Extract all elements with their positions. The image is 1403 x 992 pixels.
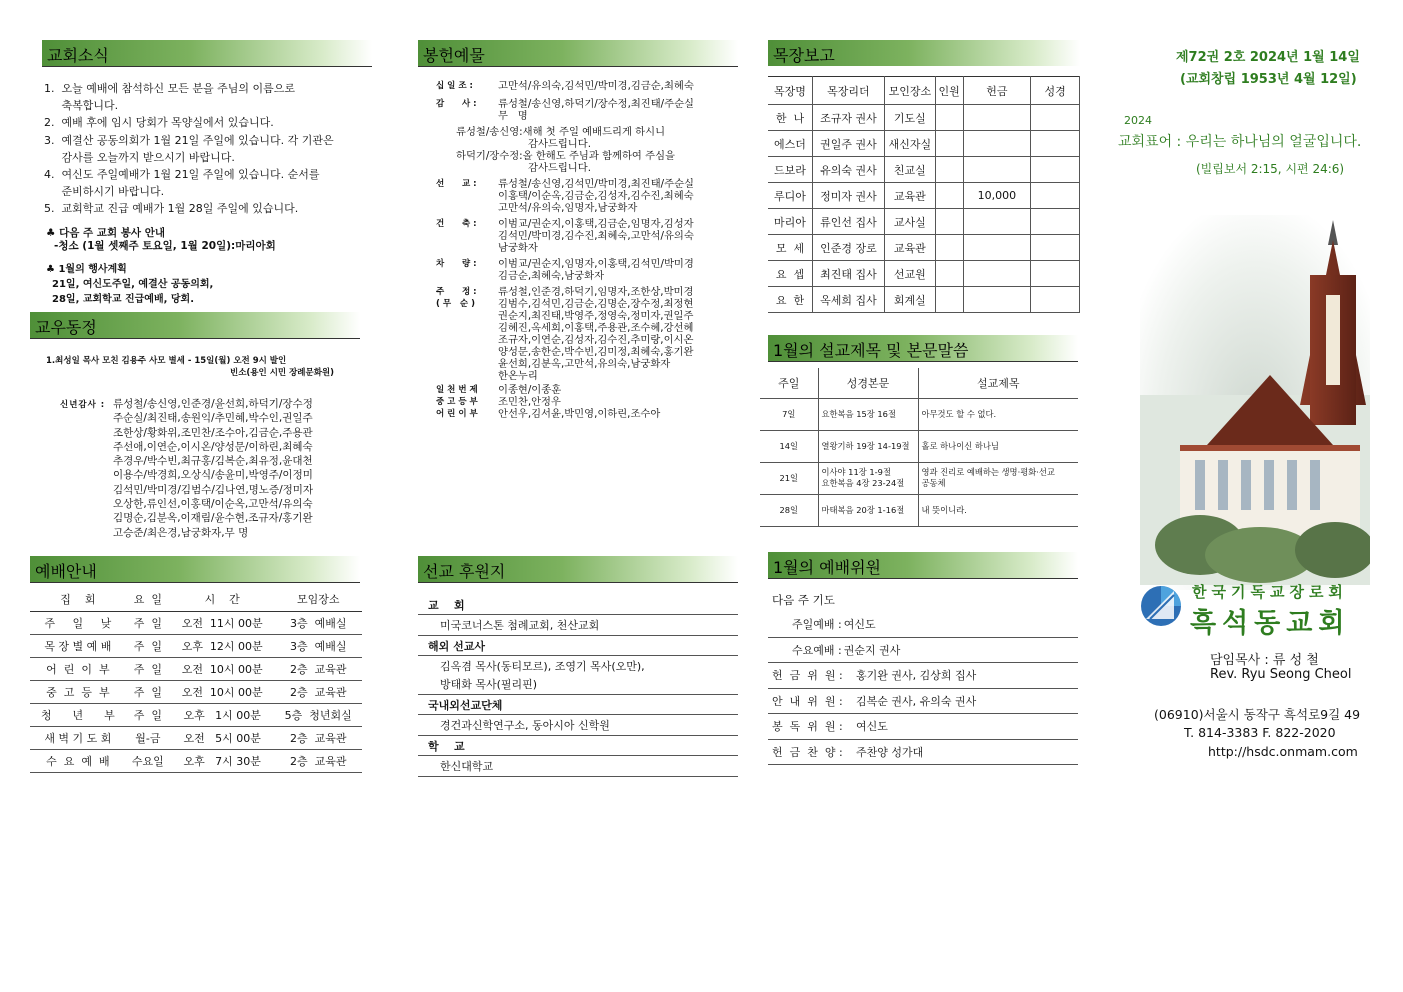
table-cell: 새신자실 bbox=[884, 131, 935, 157]
table-cell bbox=[1031, 157, 1080, 183]
motto: 교회표어 : 우리는 하나님의 얼굴입니다. bbox=[1118, 134, 1362, 150]
denomination-name: 한국기독교장로회 bbox=[1192, 583, 1348, 601]
thanks-name-line: 추경우/박수빈,최규홍/김복순,최유정,윤대천 bbox=[113, 455, 313, 468]
pastor-english: Rev. Ryu Seong Cheol bbox=[1210, 667, 1352, 682]
mission-group-head: 학 교 bbox=[418, 739, 738, 756]
table-cell: 오전 5시 00분 bbox=[170, 726, 275, 749]
committee-role: 안 내 위 원 : bbox=[772, 694, 843, 708]
funeral-notice: 1.최성일 목사 모친 김용주 사모 별세 - 15일(월) 오전 9시 발인 빈소(용인 시민 장례문화원) bbox=[46, 356, 335, 378]
church-building-image bbox=[1140, 215, 1370, 590]
cell-line: 공동체 bbox=[921, 478, 946, 488]
table-cell bbox=[963, 131, 1031, 157]
column-header: 성경본문 bbox=[818, 368, 918, 398]
news-item: 축복합니다. bbox=[44, 99, 119, 113]
church-name: 흑석동교회 bbox=[1190, 608, 1351, 639]
committee-row bbox=[768, 663, 1078, 689]
mission-group-head: 해외 선교사 bbox=[418, 639, 738, 656]
offering-entry bbox=[436, 408, 736, 420]
table-row bbox=[760, 494, 1078, 526]
offering-entry bbox=[436, 396, 736, 408]
table-cell: 3층 예배실 bbox=[274, 611, 362, 634]
offering-line: 류성철,인준경,하덕기,임명자,조한상,박미경 bbox=[498, 286, 694, 298]
table-cell: 에스더 bbox=[768, 131, 812, 157]
table-cell: 교육관 bbox=[884, 183, 935, 209]
table-cell: 요 셉 bbox=[768, 261, 812, 287]
cell-line: 내 뜻이니라. bbox=[921, 504, 967, 515]
table-row bbox=[768, 105, 1080, 131]
table-row bbox=[768, 183, 1080, 209]
table-cell: 모 세 bbox=[768, 235, 812, 261]
committee-next: 다음 주 기도 bbox=[772, 593, 835, 607]
members-section-header: 교우동정 bbox=[30, 312, 360, 338]
committee-name: 여신도 bbox=[856, 720, 888, 734]
mission-line: 방태화 목사(필리핀) bbox=[440, 678, 538, 691]
committee-name: 여신도 bbox=[843, 618, 876, 632]
divider bbox=[30, 338, 360, 339]
offering-entry bbox=[436, 126, 736, 174]
table-cell: 최진태 집사 bbox=[812, 261, 884, 287]
offering-names bbox=[498, 218, 694, 254]
thanks-name-line: 주선애,이연순,이시온/양성문/이하린,최혜숙 bbox=[113, 440, 313, 453]
news-item: 2. 예배 후에 임시 당회가 목양실에서 있습니다. bbox=[44, 116, 274, 130]
table-row bbox=[768, 261, 1080, 287]
offering-entry bbox=[436, 258, 736, 282]
sermons-section-header: 1월의 설교제목 및 본문말씀 bbox=[768, 335, 1078, 361]
offering-entry bbox=[436, 384, 736, 396]
table-row bbox=[30, 634, 362, 657]
table-cell: 루디아 bbox=[768, 183, 812, 209]
offering-names bbox=[498, 178, 694, 214]
divider bbox=[418, 735, 738, 736]
table-cell bbox=[818, 430, 918, 462]
offering-line: 이범교/권순지,이홍택,김금순,임명자,김성자 bbox=[498, 218, 694, 230]
table-cell bbox=[818, 398, 918, 430]
church-url[interactable]: http://hsdc.onmam.com bbox=[1208, 744, 1358, 759]
offering-line: 조민찬,안정우 bbox=[498, 396, 561, 408]
table-cell: 주 일 bbox=[126, 657, 170, 680]
table-cell: 주 일 bbox=[126, 611, 170, 634]
table-cell: 주 일 bbox=[126, 703, 170, 726]
column-header: 모인장소 bbox=[884, 77, 935, 105]
offering-label: 감 사 : bbox=[436, 99, 477, 109]
divider bbox=[30, 582, 360, 583]
column-header: 집 회 bbox=[30, 588, 126, 611]
pastor-korean: 담임목사 : 류 성 철 bbox=[1210, 653, 1319, 668]
thanks-name-line: 류성철/송신영,인준경/윤선희,하덕기/장수정 bbox=[113, 398, 313, 410]
table-cell: 목 장 별 예 배 bbox=[30, 634, 126, 657]
mission-group-head: 국내외선교단체 bbox=[418, 698, 738, 715]
offering-line: 조규자,이연순,김성자,김수진,추미랑,이시온 bbox=[498, 334, 694, 346]
news-item: 4. 여신도 주일예배가 1월 21일 주일에 있습니다. 순서를 bbox=[44, 168, 320, 182]
table-cell: 회계실 bbox=[884, 287, 935, 313]
table-cell: 교사실 bbox=[884, 209, 935, 235]
thanks-name-line: 오상한,류인선,이홍택/이순옥,고만석/유의숙 bbox=[113, 498, 313, 511]
cell-line: 열왕기하 19장 14-19절 bbox=[821, 440, 910, 451]
table-cell: 2층 교육관 bbox=[274, 657, 362, 680]
thanks-name-line: 김석민/박미경/김범수/김나연,명노증/정미자 bbox=[113, 483, 314, 496]
offering-line: 감사드립니다. bbox=[456, 138, 591, 150]
table-cell: 한 나 bbox=[768, 105, 812, 131]
table-cell: 오전 10시 00분 bbox=[170, 657, 275, 680]
table-cell bbox=[818, 462, 918, 494]
column-header: 목장리더 bbox=[812, 77, 884, 105]
report-section-header: 목장보고 bbox=[768, 40, 1080, 66]
issue-info: 제72권 2호 2024년 1월 14일 bbox=[1176, 50, 1360, 65]
offering-names bbox=[456, 126, 675, 174]
offering-label: 선 교 : bbox=[436, 179, 477, 189]
news-list bbox=[44, 80, 374, 218]
table-cell: 선교원 bbox=[884, 261, 935, 287]
church-phone: T. 814-3383 F. 822-2020 bbox=[1184, 725, 1336, 740]
column-header: 시 간 bbox=[170, 588, 275, 611]
table-cell bbox=[963, 235, 1031, 261]
table-row bbox=[768, 131, 1080, 157]
committee-section-header: 1월의 예배위원 bbox=[768, 552, 1078, 578]
column-header: 요 일 bbox=[126, 588, 170, 611]
committee-role: 봉 독 위 원 : bbox=[772, 720, 843, 734]
divider bbox=[418, 635, 738, 636]
offering-section-header: 봉헌예물 bbox=[418, 40, 738, 66]
table-header-row bbox=[760, 368, 1078, 398]
table-row bbox=[30, 611, 362, 634]
offering-line: 이홍택/이순옥,김금순,김성자,김수진,최혜숙 bbox=[498, 190, 694, 202]
table-cell: 드보라 bbox=[768, 157, 812, 183]
table-row bbox=[768, 157, 1080, 183]
table-cell bbox=[963, 287, 1031, 313]
committee-row bbox=[768, 689, 1078, 715]
offering-entry bbox=[436, 98, 736, 122]
offering-line: 양성문,송한순,박수빈,김미정,최혜숙,홍기완 bbox=[498, 346, 694, 358]
table-cell bbox=[935, 235, 963, 261]
table-row bbox=[768, 235, 1080, 261]
column-header: 목장명 bbox=[768, 77, 812, 105]
table-cell: 5층 청년회실 bbox=[274, 703, 362, 726]
cell-line: 7일 bbox=[782, 408, 796, 419]
mission-line: 미국코너스톤 첨례교회, 천산교회 bbox=[440, 619, 600, 632]
offering-label: 어 린 이 부 bbox=[436, 409, 478, 419]
table-cell: 어 린 이 부 bbox=[30, 657, 126, 680]
table-cell bbox=[760, 494, 818, 526]
table-cell bbox=[918, 462, 1078, 494]
news-section-header: 교회소식 bbox=[42, 40, 372, 66]
table-cell: 주 일 낮 bbox=[30, 611, 126, 634]
table-cell bbox=[963, 157, 1031, 183]
offering-line: 안선우,김서윤,박민영,이하린,조수아 bbox=[498, 408, 661, 420]
offering-line: 감사드립니다. bbox=[456, 162, 591, 174]
column-header: 인원 bbox=[935, 77, 963, 105]
offering-entry bbox=[436, 80, 736, 92]
table-cell bbox=[760, 462, 818, 494]
table-cell: 2층 교육관 bbox=[274, 749, 362, 772]
table-cell: 중 고 등 부 bbox=[30, 680, 126, 703]
plan-notice bbox=[46, 262, 366, 307]
table-row bbox=[760, 462, 1078, 494]
table-cell bbox=[818, 494, 918, 526]
table-cell: 3층 예배실 bbox=[274, 634, 362, 657]
offering-line: 류성철/송신영,하덕기/장수정,최진태/주순실 bbox=[498, 98, 694, 110]
committee-row bbox=[768, 714, 1078, 740]
plan-title: ♣ 1월의 행사계획 bbox=[46, 264, 127, 275]
offering-entry bbox=[436, 218, 736, 254]
committee-role: 헌 금 위 원 : bbox=[772, 669, 843, 683]
plan-line: 21일, 여신도주일, 예결산 공동의회, bbox=[52, 279, 214, 290]
offering-line: 류성철/송신영,김석민/박미경,최진태/주순실 bbox=[498, 178, 694, 190]
mission-list bbox=[418, 595, 738, 777]
offering-label: 일 천 번 제 bbox=[436, 385, 478, 395]
table-cell: 인준경 장로 bbox=[812, 235, 884, 261]
table-cell: 2층 교육관 bbox=[274, 726, 362, 749]
committee-role: 헌 금 찬 양 : bbox=[772, 745, 843, 759]
committee-name: 권순지 권사 bbox=[843, 643, 901, 657]
thanks-name-line: 이용수/박경희,오상식/송윤미,박영주/이정미 bbox=[113, 469, 313, 482]
thanks-name-line: 주순실/최진태,송원익/추민혜,박수인,권일주 bbox=[113, 412, 313, 425]
table-cell bbox=[963, 261, 1031, 287]
table-row bbox=[30, 726, 362, 749]
offering-label: 건 축 : bbox=[436, 219, 477, 229]
table-row bbox=[768, 287, 1080, 313]
table-row bbox=[768, 209, 1080, 235]
table-cell bbox=[1031, 183, 1080, 209]
offering-label: 십 일 조 : bbox=[436, 81, 473, 91]
table-cell: 10,000 bbox=[963, 183, 1031, 209]
offering-names bbox=[498, 396, 561, 408]
divider bbox=[768, 361, 1078, 362]
divider bbox=[418, 776, 738, 777]
table-cell bbox=[1031, 209, 1080, 235]
offering-label bbox=[436, 126, 456, 174]
committee-list bbox=[768, 612, 1078, 765]
church-logo-icon bbox=[1140, 585, 1182, 627]
offering-names bbox=[498, 408, 660, 420]
offering-names bbox=[498, 384, 561, 396]
table-cell bbox=[1031, 287, 1080, 313]
founded-info: (교회창립 1953년 4월 12일) bbox=[1180, 72, 1357, 87]
table-cell bbox=[1031, 235, 1080, 261]
table-cell bbox=[760, 430, 818, 462]
table-cell bbox=[918, 494, 1078, 526]
offering-entry bbox=[436, 286, 736, 382]
worship-table bbox=[30, 588, 362, 773]
table-row bbox=[30, 703, 362, 726]
news-item: 5. 교회학교 진급 예배가 1월 28일 주일에 있습니다. bbox=[44, 202, 299, 216]
committee-role: 수요예배 : bbox=[792, 643, 842, 657]
table-cell: 주 일 bbox=[126, 680, 170, 703]
table-cell: 정미자 권사 bbox=[812, 183, 884, 209]
offering-line: 김금순,최혜숙,남궁화자 bbox=[498, 270, 605, 282]
table-cell bbox=[935, 209, 963, 235]
committee-name: 김복순 권사, 유의숙 권사 bbox=[856, 694, 977, 708]
divider bbox=[418, 66, 738, 67]
offering-names bbox=[498, 258, 694, 282]
offering-names bbox=[498, 80, 694, 92]
table-cell bbox=[935, 261, 963, 287]
offering-line: 권순지,최진태,박영주,정영숙,정미자,권일주 bbox=[498, 310, 694, 322]
offering-label: 차 량 : bbox=[436, 259, 477, 269]
report-table bbox=[768, 76, 1080, 313]
table-cell bbox=[935, 183, 963, 209]
table-cell: 청 년 부 bbox=[30, 703, 126, 726]
table-cell bbox=[935, 131, 963, 157]
column-header: 성경 bbox=[1031, 77, 1080, 105]
table-cell: 권일주 권사 bbox=[812, 131, 884, 157]
offering-list bbox=[436, 80, 736, 420]
cell-line: 28일 bbox=[779, 504, 799, 515]
committee-row bbox=[768, 638, 1078, 664]
offering-label: 중 고 등 부 bbox=[436, 397, 478, 407]
table-cell bbox=[1031, 105, 1080, 131]
table-cell: 교육관 bbox=[884, 235, 935, 261]
table-cell: 마리아 bbox=[768, 209, 812, 235]
cell-line: 21일 bbox=[779, 472, 799, 483]
offering-line: 김범수,김석민,김금순,김명순,장수정,최정현 bbox=[498, 298, 694, 310]
offering-entry bbox=[436, 178, 736, 214]
church-address: (06910)서울시 동작구 흑석로9길 49 bbox=[1154, 707, 1361, 722]
service-title: ♣ 다음 주 교회 봉사 안내 bbox=[46, 227, 165, 239]
table-cell: 조규자 권사 bbox=[812, 105, 884, 131]
table-cell: 친교실 bbox=[884, 157, 935, 183]
committee-role: 주일예배 : bbox=[792, 618, 842, 632]
offering-line: 이종현/이종훈 bbox=[498, 384, 562, 396]
committee-name: 홍기완 권사, 김상희 집사 bbox=[856, 669, 977, 683]
table-cell bbox=[1031, 131, 1080, 157]
table-cell bbox=[935, 287, 963, 313]
service-notice bbox=[46, 227, 366, 253]
divider bbox=[418, 582, 738, 583]
thanks-name-line: 김명순,김분옥,이재림/윤수현,조규자/홍기완 bbox=[113, 512, 313, 525]
offering-line: 김석민/박미경,김수진,최혜숙,고만석/유의숙 bbox=[498, 230, 694, 242]
offering-line: 김혜진,옥세희,이홍택,주용관,조수혜,강선혜 bbox=[498, 322, 694, 334]
table-header-row bbox=[30, 588, 362, 611]
table-cell: 기도실 bbox=[884, 105, 935, 131]
table-cell bbox=[935, 157, 963, 183]
table-cell: 오전 11시 00분 bbox=[170, 611, 275, 634]
table-header-row bbox=[768, 77, 1080, 105]
committee-row bbox=[768, 740, 1078, 766]
table-cell bbox=[935, 105, 963, 131]
table-cell bbox=[760, 398, 818, 430]
news-item: 1. 오늘 예배에 참석하신 모든 분을 주님의 이름으로 bbox=[44, 82, 295, 95]
motto-year: 2024 bbox=[1124, 114, 1152, 127]
column-header: 설교제목 bbox=[918, 368, 1078, 398]
table-cell: 수 요 예 배 bbox=[30, 749, 126, 772]
committee-row bbox=[768, 612, 1078, 638]
cell-line: 영과 진리로 예배하는 생명·평화·선교 bbox=[921, 467, 1055, 477]
table-cell: 오후 7시 30분 bbox=[170, 749, 275, 772]
table-cell bbox=[918, 430, 1078, 462]
mission-group-head: 교 회 bbox=[418, 598, 738, 615]
plan-line: 28일, 교회학교 진급예배, 당회. bbox=[52, 294, 195, 305]
table-cell: 요 한 bbox=[768, 287, 812, 313]
table-row bbox=[760, 430, 1078, 462]
cell-line: 14일 bbox=[779, 440, 799, 451]
table-cell bbox=[1031, 261, 1080, 287]
table-cell: 오후 1시 00분 bbox=[170, 703, 275, 726]
table-cell: 오후 12시 00분 bbox=[170, 634, 275, 657]
offering-line: 고만석/유의숙,김석민/박미경,김금순,최혜숙 bbox=[498, 80, 694, 92]
divider bbox=[418, 694, 738, 695]
news-item: 3. 예결산 공동의회가 1월 21일 주일에 있습니다. 각 기관은 bbox=[44, 133, 334, 147]
sermons-table bbox=[760, 368, 1078, 527]
cell-line: 홀로 하나이신 하나님 bbox=[921, 440, 999, 451]
table-row bbox=[30, 657, 362, 680]
offering-line: 남궁화자 bbox=[498, 242, 538, 254]
offering-line: 류성철/송신영:새해 첫 주일 예배드리게 하시니 bbox=[456, 126, 666, 138]
divider bbox=[42, 66, 372, 67]
table-row bbox=[760, 398, 1078, 430]
offering-names bbox=[498, 286, 693, 382]
table-cell: 옥세희 집사 bbox=[812, 287, 884, 313]
offering-line: 한온누리 bbox=[498, 370, 538, 382]
thanks-label: 신년감사 : bbox=[60, 400, 106, 410]
committee-name: 주찬양 성가대 bbox=[856, 745, 924, 759]
table-cell: 새 벽 기 도 회 bbox=[30, 726, 126, 749]
table-cell: 주 일 bbox=[126, 634, 170, 657]
column-header: 헌금 bbox=[963, 77, 1031, 105]
offering-line: 이범교/권순지,임명자,이홍택,김석민/박미경 bbox=[498, 258, 694, 270]
column-header: 모임장소 bbox=[274, 588, 362, 611]
offering-names bbox=[498, 98, 694, 122]
motto-reference: (빌립보서 2:15, 시편 24:6) bbox=[1196, 162, 1345, 176]
table-cell: 수요일 bbox=[126, 749, 170, 772]
table-cell: 류인선 집사 bbox=[812, 209, 884, 235]
table-row bbox=[30, 680, 362, 703]
cell-line: 이사야 11장 1-9절 bbox=[821, 467, 891, 477]
service-line: -청소 (1월 셋째주 토요일, 1월 20일):마리아회 bbox=[54, 240, 276, 252]
offering-line: 하덕기/장수정:올 한해도 주님과 함께하여 주심을 bbox=[456, 150, 675, 162]
table-cell bbox=[918, 398, 1078, 430]
offering-line: 무 명 bbox=[498, 110, 528, 122]
table-cell: 2층 교육관 bbox=[274, 680, 362, 703]
divider bbox=[768, 578, 1078, 579]
thanks-names bbox=[113, 397, 363, 540]
worship-section-header: 예배안내 bbox=[30, 556, 360, 582]
table-cell bbox=[963, 209, 1031, 235]
news-item: 감사를 오늘까지 받으시기 바랍니다. bbox=[44, 150, 235, 164]
mission-section-header: 선교 후원지 bbox=[418, 556, 738, 582]
table-cell: 유의숙 권사 bbox=[812, 157, 884, 183]
table-cell: 월-금 bbox=[126, 726, 170, 749]
cell-line: 요한복음 15장 16절 bbox=[821, 408, 896, 419]
offering-line: 윤선희,김분옥,고만석,유의숙,남궁화자 bbox=[498, 358, 671, 370]
mission-line: 김옥겸 목사(동티모르), 조영기 목사(오만), bbox=[440, 660, 645, 673]
thanks-name-line: 고승준/최은경,남궁화자,무 명 bbox=[113, 526, 249, 539]
offering-line: 고만석/유의숙,임명자,남궁화자 bbox=[498, 202, 638, 214]
news-item: 준비하시기 바랍니다. bbox=[44, 185, 165, 199]
offering-label: 주 정 : ( 무 순 ) bbox=[436, 287, 477, 309]
table-cell: 오전 10시 00분 bbox=[170, 680, 275, 703]
cell-line: 마태복음 20장 1-16절 bbox=[821, 504, 905, 515]
table-cell bbox=[963, 105, 1031, 131]
table-row bbox=[30, 749, 362, 772]
column-header: 주일 bbox=[760, 368, 818, 398]
thanks-name-line: 조한상/황화위,조민찬/조수아,김금순,주용관 bbox=[113, 426, 313, 439]
cell-line: 아무것도 할 수 없다. bbox=[921, 408, 997, 419]
mission-line: 한신대학교 bbox=[440, 760, 494, 773]
mission-line: 경건과신학연구소, 동아시아 신학원 bbox=[440, 719, 610, 732]
offering-sublabel: ( 무 순 ) bbox=[436, 299, 475, 309]
cell-line: 요한복음 4장 23-24절 bbox=[821, 478, 905, 488]
